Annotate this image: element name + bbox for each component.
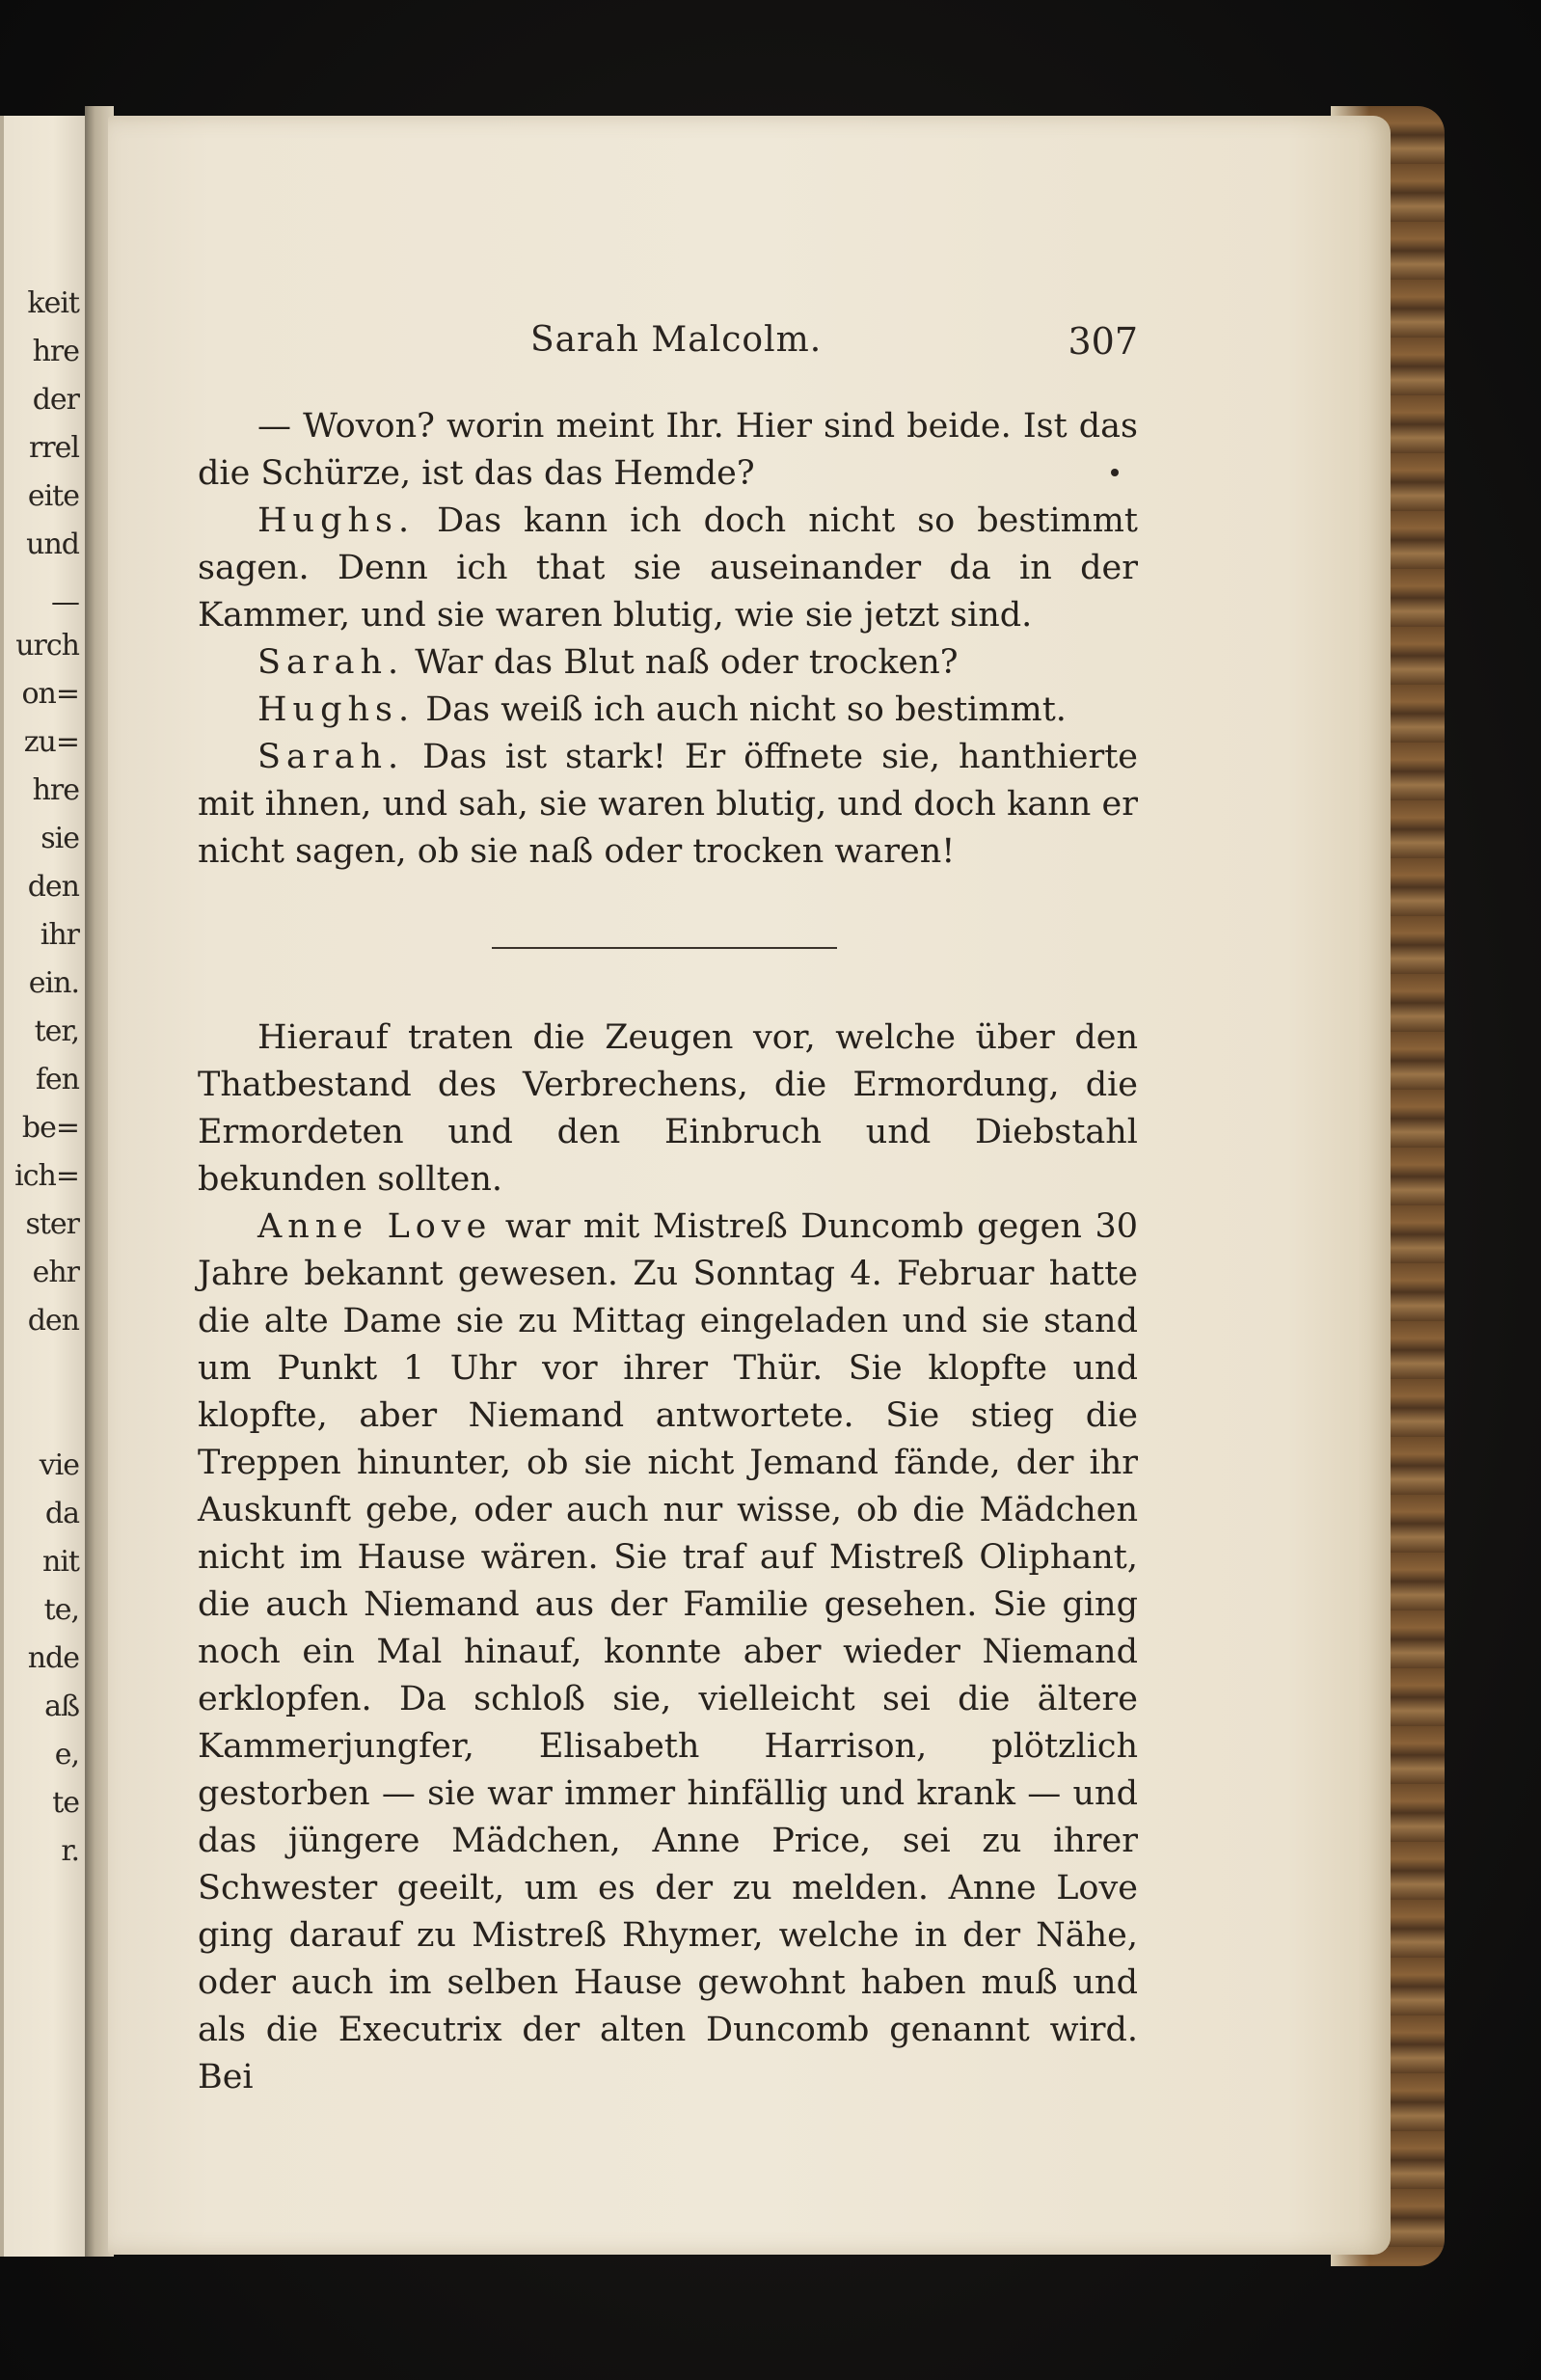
- left-page-text-fragment: r.: [61, 1834, 79, 1868]
- left-page-edge: [0, 116, 4, 2257]
- left-page-text-fragment: ihr: [40, 918, 79, 952]
- left-page-text-fragment: ehr: [32, 1256, 79, 1289]
- left-page-text-fragment: vie: [39, 1448, 79, 1482]
- left-page-text-fragment: aß: [44, 1690, 79, 1723]
- dialogue-block: [198, 403, 1138, 876]
- dialogue-text: Das kann ich doch nicht so bestimmt sagen. Denn ich that sie auseinander da in der Kammer, und sie waren blutig, wie sie jetzt sind.: [198, 501, 1138, 635]
- left-page-text-fragment: den: [27, 870, 79, 904]
- running-head: [424, 320, 1138, 368]
- left-page-text-fragment: te,: [43, 1593, 79, 1627]
- dialogue-text: War das Blut naß oder trocken?: [415, 643, 959, 682]
- left-page-text-fragment: nde: [27, 1641, 79, 1675]
- dialogue-line: [198, 403, 1138, 498]
- narrative-block: [198, 1014, 1138, 2101]
- left-page-text-fragment: eite: [27, 479, 79, 513]
- running-title: Sarah Malcolm.: [530, 320, 823, 360]
- left-page-text-fragment: ter,: [34, 1014, 79, 1048]
- speaker: Sarah.: [257, 738, 405, 776]
- left-page-text-fragment: on=: [21, 677, 79, 711]
- paragraph-text: war mit Mistreß Duncomb gegen 30 Jahre bekannt gewesen. Zu Sonntag 4. Februar hatte die alte Dame sie zu Mittag eingeladen und sie stand um Punkt 1 Uhr vor ihrer Thür. Sie klopfte und klopfte, aber Niemand antwortete. Sie stieg die Treppen hinunter, ob sie nicht Jemand fände, der ihr Auskunft gebe, oder auch nur wisse, ob die Mädchen nicht im Hause wären. Sie traf auf Mistreß Oliphant, die auch Niemand aus der Familie gesehen. Sie ging noch ein Mal hinauf, konnte aber wieder Niemand erklopfen. Da schloß sie, vielleicht sei die ältere Kammerjungfer, Elisabeth Harrison, plötzlich gestorben — sie war immer hinfällig und krank — und das jüngere Mädchen, Anne Price, sei zu ihrer Schwester geeilt, um es der zu melden. Anne Love ging darauf zu Mistreß Rhymer, welche in der Nähe, oder auch im selben Hause gewohnt haben muß und als die Executrix der alten Duncomb genannt wird. Bei: [198, 1207, 1138, 2096]
- speaker: Sarah.: [257, 643, 405, 682]
- speaker: Hughs.: [257, 690, 416, 729]
- left-facing-page: [0, 116, 89, 2257]
- dialogue-line: [198, 734, 1138, 876]
- left-page-text-fragment: be=: [21, 1111, 79, 1145]
- left-page-text-fragment: der: [32, 383, 79, 417]
- left-page-text-fragment: sie: [41, 822, 79, 855]
- left-page-text-fragment: fen: [35, 1063, 79, 1096]
- paragraph: [198, 1014, 1138, 1204]
- left-page-text-fragment: rrel: [28, 431, 79, 465]
- left-page-text-fragment: da: [44, 1497, 79, 1530]
- dialogue-line: [198, 498, 1138, 639]
- left-page-text-fragment: —: [51, 585, 79, 619]
- paragraph: [198, 1204, 1138, 2101]
- left-page-text-fragment: hre: [32, 773, 79, 807]
- left-page-text-fragment: nit: [42, 1545, 79, 1579]
- left-page-text-fragment: ich=: [14, 1159, 79, 1193]
- paragraph-text: Hierauf traten die Zeugen vor, welche über den Thatbestand des Verbrechens, die Ermordung, die Ermordeten und den Einbruch und Diebstahl bekunden sollten.: [198, 1018, 1138, 1199]
- left-page-text-fragment: urch: [15, 629, 79, 663]
- left-page-text-fragment: ster: [25, 1207, 79, 1241]
- left-page-text-fragment: und: [26, 527, 79, 561]
- left-page-text-fragment: den: [27, 1304, 79, 1338]
- section-divider: [492, 947, 837, 949]
- left-page-text-fragment: ein.: [28, 966, 79, 1000]
- speaker: Hughs.: [257, 501, 416, 540]
- left-page-text-fragment: te: [52, 1786, 79, 1820]
- dialogue-line: [198, 639, 1138, 687]
- paragraph-lead: Anne Love: [257, 1207, 493, 1246]
- left-page-text-fragment: hre: [32, 335, 79, 368]
- dialogue-text: Das ist stark! Er öffnete sie, hanthierte mit ihnen, und sah, sie waren blutig, und doch kann er nicht sagen, ob sie naß oder trocken waren!: [198, 738, 1138, 871]
- left-page-text-fragment: keit: [27, 286, 79, 320]
- dialogue-line: [198, 687, 1138, 734]
- dialogue-text: Das weiß ich auch nicht so bestimmt.: [425, 690, 1067, 729]
- page-number: 307: [1068, 320, 1138, 363]
- left-page-text-fragment: e,: [54, 1738, 79, 1771]
- left-page-text-fragment: zu=: [23, 725, 79, 759]
- ink-mark: [1111, 469, 1119, 476]
- dialogue-text: — Wovon? worin meint Ihr. Hier sind beide. Ist das die Schürze, ist das das Hemde?: [198, 407, 1138, 493]
